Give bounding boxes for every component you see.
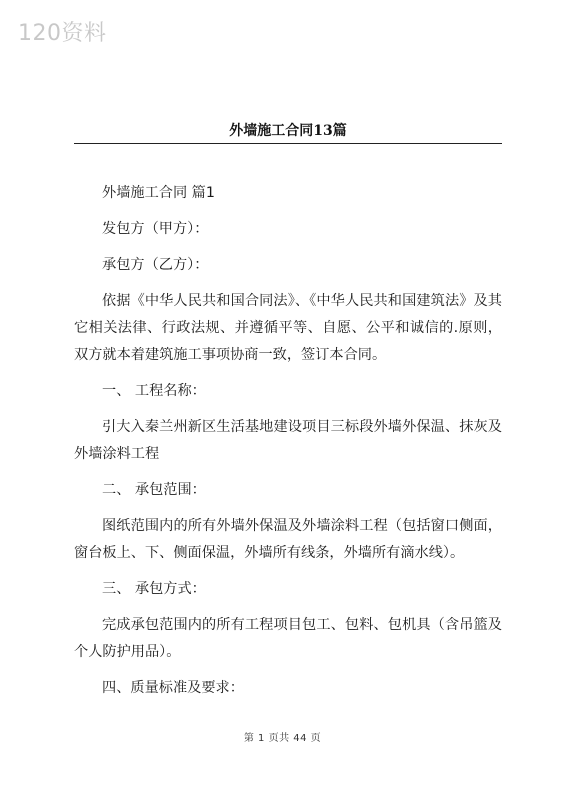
body-paragraph: 完成承包范围内的所有工程项目包工、包料、包机具（含吊篮及个人防护用品）。 [74, 617, 502, 660]
page-footer: 第 1 页共 44 页 [243, 733, 322, 744]
section-heading: 外墙施工合同 篇1 [102, 185, 215, 201]
document-body [74, 180, 502, 711]
clause-heading-3: 三、 承包方式： [102, 581, 206, 597]
party-b-line: 承包方（乙方）： [102, 257, 209, 273]
clause-heading-1: 一、 工程名称： [102, 383, 206, 399]
body-paragraph: 图纸范围内的所有外墙外保温及外墙涂料工程（包括窗口侧面，窗台板上、下、侧面保温，外墙所有线条，外墙所有滴水线）。 [74, 518, 502, 561]
header-divider [74, 143, 502, 144]
document-title: 外墙施工合同13篇 [229, 123, 347, 139]
clause-heading-2: 二、 承包范围： [102, 482, 206, 498]
watermark-logo: 120资料 [18, 21, 107, 46]
body-paragraph: 引大入秦兰州新区生活基地建设项目三标段外墙外保温、抹灰及外墙涂料工程 [74, 419, 502, 462]
party-a-line: 发包方（甲方）： [102, 221, 209, 237]
body-paragraph: 依据《中华人民共和国合同法》、《中华人民共和国建筑法》及其它相关法律、行政法规、并遵循平等、自愿、公平和诚信的.原则，双方就本着建筑施工事项协商一致，签订本合同。 [74, 293, 502, 363]
clause-heading-4: 四、质量标准及要求： [102, 680, 244, 696]
